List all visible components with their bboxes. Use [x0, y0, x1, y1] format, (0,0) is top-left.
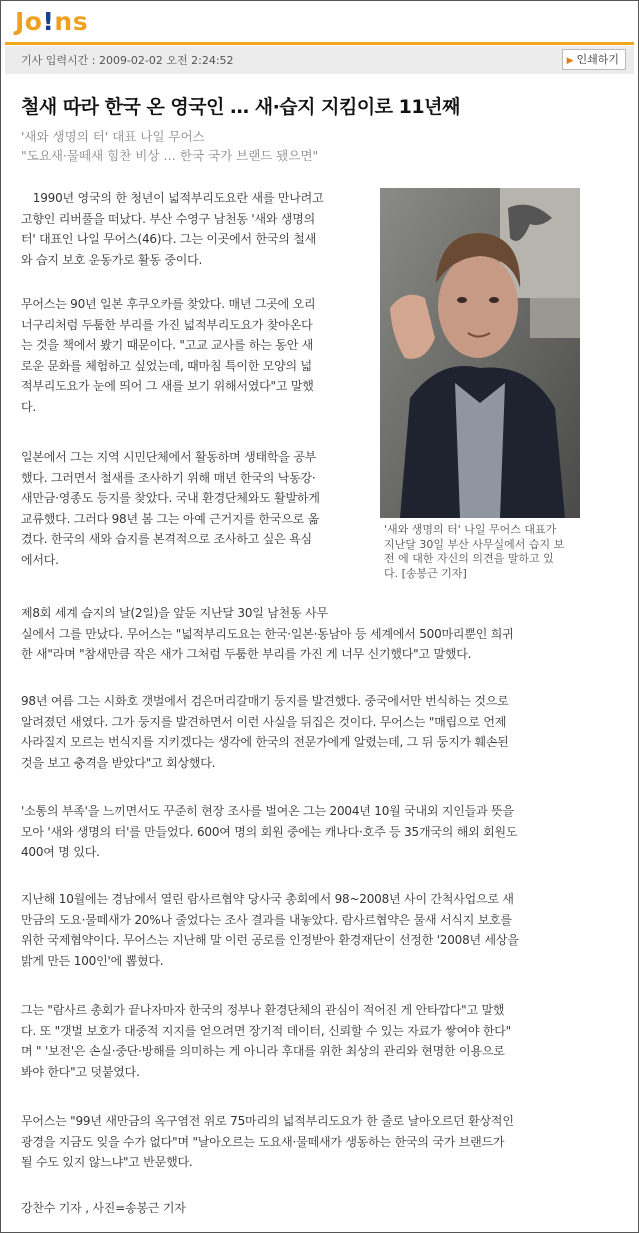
paragraph-line: 다. 또 "갯벌 보호가 대중적 지지를 얻으려면 장기적 데이터, 신뢰할 수 있는 자료가 쌓여야 한다" — [21, 1023, 511, 1038]
paragraph-line: 와 습지 보호 운동가로 활동 중이다. — [21, 252, 203, 267]
paragraph-line: 제8회 세계 습지의 날(2일)을 앞둔 지난달 30일 남천동 사무 — [21, 606, 328, 620]
article-headline: 철새 따라 한국 온 영국인 … 새·습지 지킴이로 11년째 — [21, 96, 460, 118]
paragraph-line: 알려졌던 새였다. 그가 둥지를 발견하면서 이런 사실을 뒤집은 것이다. 무어스는 "매립으로 언제 — [21, 714, 507, 729]
paragraph-line: '소통의 부족'을 느끼면서도 꾸준히 현장 조사를 벌여온 그는 2004년 10월 국내외 지인들과 뜻을 — [21, 804, 514, 818]
paragraph-3 — [21, 447, 366, 571]
byline-text: 강찬수 기자 , 사진=송봉근 기자 — [21, 1201, 186, 1215]
article-photo — [380, 188, 580, 518]
paragraph-line: 로운 문화를 체험하고 싶었는데, 때마침 특이한 모양의 넓 — [21, 358, 312, 373]
paragraph-line: 그는 "람사르 총회가 끝나자마자 한국의 정부나 환경단체의 관심이 적어진 게 안타깝다"고 말했 — [21, 1003, 505, 1017]
paragraph-7 — [21, 889, 621, 971]
paragraph-8 — [21, 1000, 621, 1082]
arrow-right-icon: ▶ — [566, 56, 574, 66]
paragraph-line: 모아 '새와 생명의 터'를 만들었다. 600여 명의 회원 중에는 캐나다·호주 등 35개국의 해외 회원도 — [21, 824, 518, 839]
paragraph-line: 무어스는 90년 일본 후쿠오카를 찾았다. 매년 그곳에 오리 — [21, 297, 316, 311]
paragraph-line: 적부리도요가 눈에 띄어 그 새를 보기 위해서였다"고 말했 — [21, 379, 314, 394]
paragraph-line: 터' 대표인 나일 무어스(46)다. 그는 이곳에서 한국의 철새 — [21, 232, 317, 247]
paragraph-line: 1990년 영국의 한 청년이 넓적부리도요란 새를 만나려고 — [21, 191, 324, 205]
paragraph-line: 위한 국제협약이다. 무어스는 지난해 말 이런 공로를 인정받아 환경재단이 선정한 '2008년 세상을 — [21, 933, 519, 948]
paragraph-line: 다. — [21, 399, 37, 414]
article-info-bar — [5, 46, 634, 74]
paragraph-line: 실에서 그를 만났다. 무어스는 "넓적부리도요는 한국·일본·동남아 등 세계에서 500마리뿐인 희귀 — [21, 626, 514, 641]
paragraph-line: 98년 여름 그는 시화호 갯벌에서 검은머리갈매기 둥지를 발견했다. 중국에서만 번식하는 것으로 — [21, 694, 509, 708]
paragraph-line: 광경을 지금도 잊을 수가 없다"며 "날아오르는 도요새·물떼새가 생동하는 한국의 국가 브랜드가 — [21, 1134, 505, 1149]
paragraph-line: 봐야 한다"고 덧붙였다. — [21, 1064, 140, 1079]
print-button[interactable] — [562, 49, 626, 70]
paragraph-5 — [21, 691, 621, 773]
paragraph-line: 했다. 그러면서 철새를 조사하기 위해 매년 한국의 낙동강· — [21, 470, 316, 485]
caption-line: '새와 생명의 터' 나일 무어스 대표가 — [384, 523, 557, 536]
logo-jo: Jo — [15, 7, 43, 36]
paragraph-line: 만금의 도요·물떼새가 20%나 줄었다는 조사 결과를 내놓았다. 람사르협약은 물새 서식지 보호를 — [21, 912, 512, 927]
article-subhead-2: "도요새·물떼새 힘찬 비상 … 한국 국가 브랜드 됐으면" — [21, 148, 319, 163]
paragraph-2 — [21, 294, 366, 418]
paragraph-line: 고향인 리버풀을 떠났다. 부산 수영구 남천동 '새와 생명의 — [21, 211, 316, 226]
photo-caption — [384, 523, 584, 581]
caption-line: 지난달 30일 부산 사무실에서 습지 보 — [384, 537, 565, 551]
paragraph-line: 사라질지 모르는 번식지를 지키겠다는 생각에 한국의 전문가에게 알렸는데, 그 뒤 둥지가 훼손된 — [21, 735, 509, 750]
byline — [21, 1198, 621, 1219]
print-label: 인쇄하기 — [576, 53, 619, 66]
paragraph-line: 무어스는 "99년 새만금의 옥구염전 위로 75마리의 넓적부리도요가 한 줄로 날아오르던 환상적인 — [21, 1114, 514, 1128]
logo-ns: ns — [54, 7, 89, 36]
paragraph-line: 에서다. — [21, 552, 59, 567]
paragraph-6 — [21, 801, 621, 863]
joins-logo[interactable] — [15, 7, 88, 37]
paragraph-line: 일본에서 그는 지역 시민단체에서 활동하며 생태학을 공부 — [21, 450, 317, 464]
paragraph-4 — [21, 603, 621, 665]
portrait-image — [380, 188, 580, 518]
caption-line: 다. [송봉근 기자] — [384, 566, 467, 580]
paragraph-line: 지난해 10월에는 경남에서 열린 람사르협약 당사국 총회에서 98~2008년 사이 간척사업으로 새 — [21, 892, 514, 906]
paragraph-line: 한 새"라며 "참새만큼 작은 새가 그처럼 두툼한 부리를 가진 게 너무 신기했다"고 말했다. — [21, 647, 472, 662]
paragraph-1 — [21, 188, 366, 270]
paragraph-line: 밝게 만든 100인'에 뽑혔다. — [21, 953, 164, 968]
paragraph-line: 400여 명 있다. — [21, 845, 100, 860]
article-subhead-1: '새와 생명의 터' 대표 나일 무어스 — [21, 129, 205, 144]
caption-line: 전 에 대한 자신의 의견을 말하고 있 — [384, 552, 554, 566]
paragraph-line: 며 " '보전'은 손실·중단·방해를 의미하는 게 아니라 후대를 위한 최상의 관리와 현명한 이용으로 — [21, 1044, 505, 1059]
paragraph-line: 겼다. 한국의 새와 습지를 본격적으로 조사하고 싶은 욕심 — [21, 532, 312, 547]
paragraph-9 — [21, 1111, 621, 1173]
article-input-time: 기사 입력시간 : 2009-02-02 오전 2:24:52 — [21, 54, 234, 67]
paragraph-line: 될 수도 있지 않느냐"고 반문했다. — [21, 1155, 193, 1170]
logo-exclamation: ! — [42, 7, 55, 36]
paragraph-line: 는 것을 책에서 봤기 때문이다. "고교 교사를 하는 동안 새 — [21, 338, 314, 353]
paragraph-line: 교류했다. 그러다 98년 봄 그는 아예 근거지를 한국으로 옮 — [21, 511, 320, 526]
paragraph-line: 새만금·영종도 등지를 찾았다. 국내 환경단체와도 활발하게 — [21, 491, 320, 506]
paragraph-line: 너구리처럼 두툼한 부리를 가진 넓적부리도요가 찾아온다 — [21, 317, 313, 332]
header-divider — [5, 42, 634, 45]
paragraph-line: 것을 보고 충격을 받았다"고 회상했다. — [21, 755, 216, 770]
